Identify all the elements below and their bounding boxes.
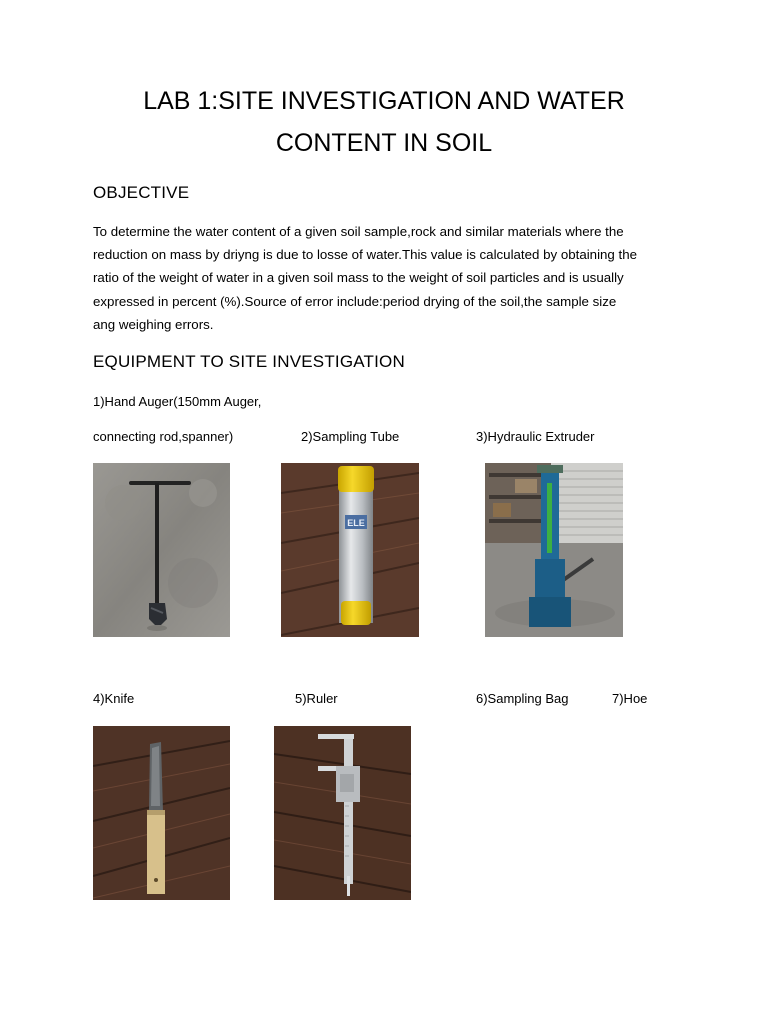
objective-line: ratio of the weight of water in a given soil mass to the weight of soil particles and is usually (93, 270, 624, 286)
knife-photo (93, 726, 230, 900)
objective-line: reduction on mass by driyng is due to losse of water.This value is calculated by obtaining the (93, 247, 637, 263)
label-sampling-tube: 2)Sampling Tube (301, 429, 400, 444)
document-title-line-1: LAB 1:SITE INVESTIGATION AND WATER (143, 87, 625, 115)
objective-heading: OBJECTIVE (93, 183, 190, 202)
label-hand-auger-line-1: 1)Hand Auger(150mm Auger, (93, 394, 262, 409)
objective-line: expressed in percent (%).Source of error include:period drying of the soil,the sample size (93, 293, 617, 309)
objective-line: To determine the water content of a given soil sample,rock and similar materials where the (93, 224, 624, 239)
sampling-tube-band-text: ELE (347, 518, 365, 528)
document-title-line-2: CONTENT IN SOIL (275, 129, 493, 157)
label-sampling-bag: 6)Sampling Bag (476, 691, 569, 706)
objective-paragraph (93, 220, 683, 336)
label-hoe: 7)Hoe (612, 691, 648, 706)
label-knife: 4)Knife (93, 691, 135, 706)
hand-auger-photo (93, 463, 230, 637)
label-hand-auger-line-2: connecting rod,spanner) (93, 429, 234, 444)
equipment-heading: EQUIPMENT TO SITE INVESTIGATION (93, 352, 405, 371)
label-hydraulic-extruder: 3)Hydraulic Extruder (476, 429, 595, 444)
label-ruler: 5)Ruler (295, 691, 338, 706)
objective-line: ang weighing errors. (93, 316, 214, 332)
hydraulic-extruder-photo (485, 463, 623, 637)
ruler-photo (274, 726, 411, 900)
sampling-tube-photo (281, 463, 419, 637)
